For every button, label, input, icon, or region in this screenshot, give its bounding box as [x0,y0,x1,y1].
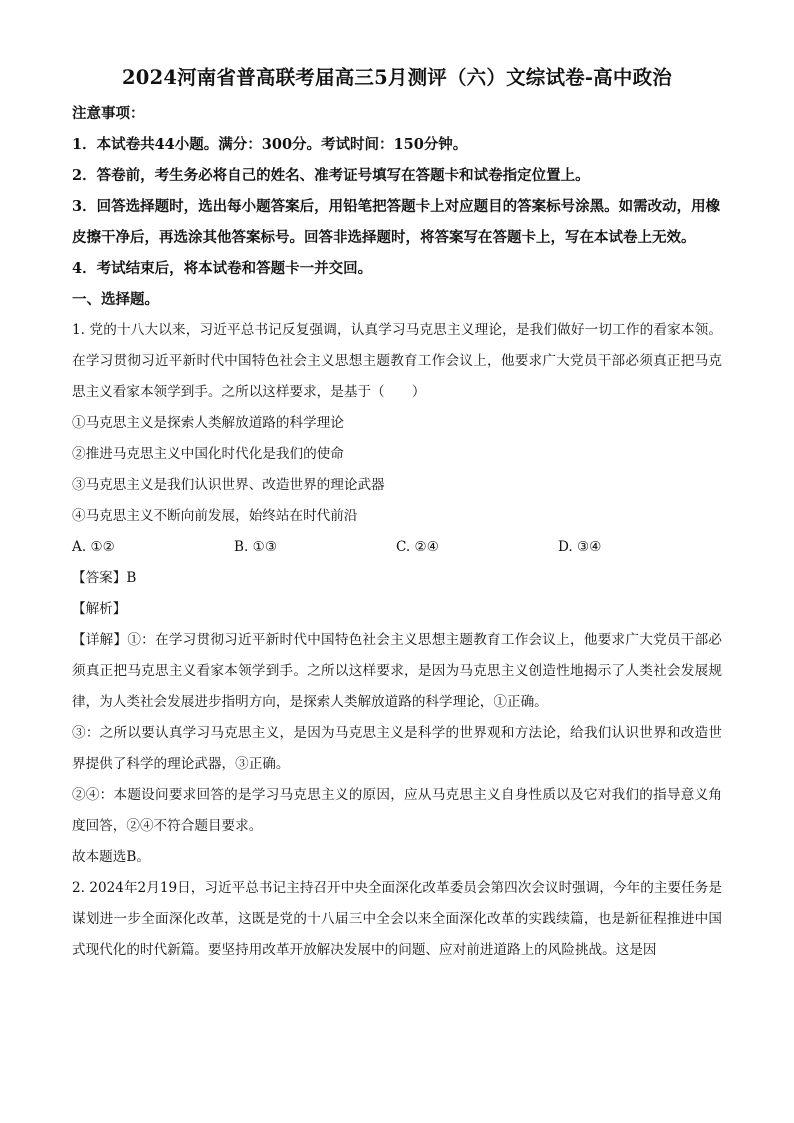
option-c: C. ②④ [396,539,439,555]
notice-item-4: 4．考试结束后，将本试卷和答题卡一并交回。 [72,260,373,277]
question-1-statement-3: ③马克思主义是我们认识世界、改造世界的理论武器 [72,477,385,493]
question-1-statement-2: ②推进马克思主义中国化时代化是我们的使命 [72,446,344,462]
page-title: 2024河南省普高联考届高三5月测评（六）文综试卷-高中政治 [122,66,672,89]
option-b: B. ①③ [234,539,278,555]
question-1-detail-1: 【详解】①：在学习贯彻习近平新时代中国特色社会主义思想主题教育工作会议上，他要求广大党员干部必须真正把马克思主义看家本领学到手。之所以这样要求，是因为马克思主义创造性地揭示了人类社会发展规律，为人类社会发展进步指明方向，是探索人类解放道路的科学理论，①正确。 [72,632,722,710]
option-a: A. ①② [72,539,115,555]
notice-item-1: 1．本试卷共44小题。满分：300分。考试时间：150分钟。 [72,136,468,153]
question-2-stem: 2. 2024年2月19日，习近平总书记主持召开中央全面深化改革委员会第四次会议时强调，今年的主要任务是谋划进一步全面深化改革，这既是党的十八届三中全会以来全面深化改革的实践续篇，也是新征程推进中国式现代化的时代新篇。要坚持用改革开放解决发展中的问题、应对前进道路上的风险挑战。这是因 [72,880,722,958]
notice-heading: 注意事项： [72,105,145,122]
question-1-options [72,532,722,563]
question-1-answer: 【答案】B [72,570,137,586]
notice-item-2: 2．答卷前，考生务必将自己的姓名、准考证号填写在答题卡和试卷指定位置上。 [72,167,590,184]
question-1-stem: 1. 党的十八大以来，习近平总书记反复强调，认真学习马克思主义理论，是我们做好一切工作的看家本领。在学习贯彻习近平新时代中国特色社会主义思想主题教育工作会议上，他要求广大党员干部必须真正把马克思主义看家本领学到手。之所以这样要求，是基于（ ） [72,322,722,400]
question-1-detail-2: ③：之所以要认真学习马克思主义，是因为马克思主义是科学的世界观和方法论，给我们认识世界和改造世界提供了科学的理论武器，③正确。 [72,725,722,772]
option-d: D. ③④ [558,539,602,555]
question-1-conclusion: 故本题选B。 [72,849,150,865]
document-page [72,62,722,966]
question-1-statement-1: ①马克思主义是探索人类解放道路的科学理论 [72,415,344,431]
section-heading: 一、选择题。 [72,291,159,308]
notice-item-3: 3．回答选择题时，选出每小题答案后，用铅笔把答题卡上对应题目的答案标号涂黑。如需改动，用橡皮擦干净后，再选涂其他答案标号。回答非选择题时，将答案写在答题卡上，写在本试卷上无效。 [72,198,721,246]
question-1-detail-3: ②④：本题设问要求回答的是学习马克思主义的原因，应从马克思主义自身性质以及它对我们的指导意义角度回答，②④不符合题目要求。 [72,787,722,834]
question-1-analysis-label: 【解析】 [72,601,127,617]
question-1-statement-4: ④马克思主义不断向前发展，始终站在时代前沿 [72,508,358,524]
